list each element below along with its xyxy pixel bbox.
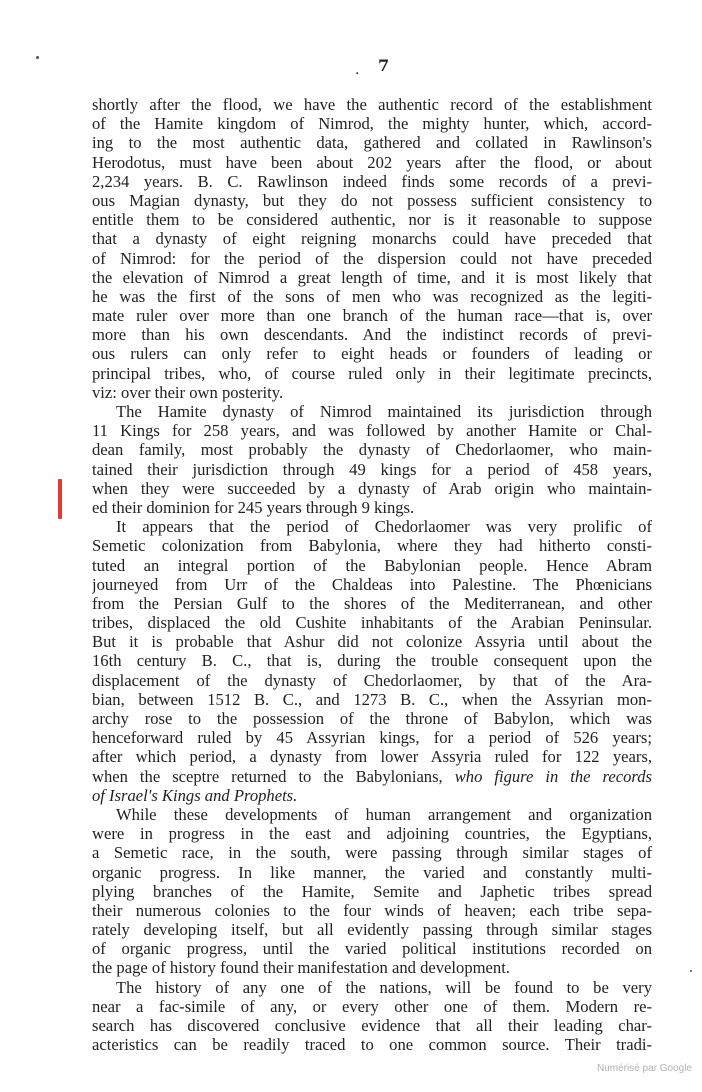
text-line: bian, between 1512 B. C., and 1273 B. C., when the Assyrian mon- bbox=[92, 689, 652, 709]
page-number-dot: . bbox=[355, 62, 360, 78]
text-line: viz: over their own posterity. bbox=[92, 382, 284, 402]
text-line: from the Persian Gulf to the shores of the Mediterranean, and other bbox=[92, 593, 652, 613]
text-line: organic progress. In like manner, the varied and constantly multi- bbox=[92, 862, 652, 882]
text-line: of the Hamite kingdom of Nimrod, the mighty hunter, which, accord- bbox=[92, 114, 652, 134]
text-line: But it is probable that Ashur did not colonize Assyria until about the bbox=[92, 632, 652, 652]
text-line: acteristics can be readily traced to one common source. Their tradi- bbox=[92, 1035, 652, 1055]
text-line: ing to the most authentic data, gathered and collated in Rawlinson's bbox=[92, 133, 652, 153]
page-body-text bbox=[92, 95, 652, 1054]
text-line: displacement of the dynasty of Chedorlaomer, by that of the Ara- bbox=[92, 670, 652, 690]
text-line: ed their dominion for 245 years through 9 kings. bbox=[92, 497, 415, 517]
text-line-with-italic bbox=[92, 767, 652, 786]
scan-speck bbox=[690, 970, 692, 972]
text-line: henceforward ruled by 45 Assyrian kings, for a period of 526 years; bbox=[92, 728, 652, 748]
text-line: tained their jurisdiction through 49 kings for a period of 458 years, bbox=[92, 459, 652, 479]
text-line: Semetic colonization from Babylonia, where they had hitherto consti- bbox=[92, 536, 652, 556]
text-line: near a fac-simile of any, or every other one of them. Modern re- bbox=[92, 996, 652, 1016]
text-line: Herodotus, must have been about 202 years after the flood, or about bbox=[92, 152, 652, 172]
text-line: 11 Kings for 258 years, and was followed by another Hamite or Chal- bbox=[92, 421, 652, 441]
paragraph-start-line: The history of any one of the nations, will be found to be very bbox=[116, 977, 652, 997]
text-line: ous rulers can only refer to eight heads or founders of leading or bbox=[92, 344, 652, 364]
page-number: 7 bbox=[378, 56, 390, 75]
scan-speck bbox=[36, 56, 39, 59]
text-line: plying branches of the Hamite, Semite and Japhetic tribes spread bbox=[92, 881, 652, 901]
text-line: 2,234 years. B. C. Rawlinson indeed finds some records of a previ- bbox=[92, 171, 652, 191]
text-line: their numerous colonies to the four winds of heaven; each tribe sepa- bbox=[92, 900, 652, 920]
text-line: a Semetic race, in the south, were passing through similar stages of bbox=[92, 843, 652, 863]
text-line: after which period, a dynasty from lower Assyria ruled for 122 years, bbox=[92, 747, 652, 767]
text-line: he was the first of the sons of men who was recognized as the legiti- bbox=[92, 286, 652, 306]
text-line: mate ruler over more than one branch of the human race—that is, over bbox=[92, 306, 652, 326]
text-line: when they were succeeded by a dynasty of Arab origin who maintain- bbox=[92, 478, 652, 498]
paragraph-start-line: The Hamite dynasty of Nimrod maintained its jurisdiction through bbox=[116, 402, 652, 421]
text-line: shortly after the flood, we have the authentic record of the establishment bbox=[92, 95, 652, 114]
text-line: entitle them to be considered authentic, nor is it reasonable to suppose bbox=[92, 210, 652, 230]
text-line: were in progress in the east and adjoining countries, the Egyptians, bbox=[92, 824, 652, 844]
text-line: the elevation of Nimrod a great length of time, and it is most likely that bbox=[92, 267, 652, 287]
text-line: rately developing itself, but all evidently passing through similar stages bbox=[92, 920, 652, 940]
text-line: archy rose to the possession of the throne of Babylon, which was bbox=[92, 709, 652, 728]
text-line: of organic progress, until the varied political institutions recorded on bbox=[92, 939, 652, 959]
text-line: more than his own descendants. And the indistinct records of previ- bbox=[92, 325, 652, 345]
text-line: tribes, displaced the old Cushite inhabitants of the Arabian Peninsular. bbox=[92, 613, 652, 633]
text-fragment: when the sceptre returned to the Babylonians, bbox=[92, 766, 443, 786]
text-line: ous Magian dynasty, but they do not possess sufficient consistency to bbox=[92, 190, 652, 210]
text-line: principal tribes, who, of course ruled only in their legitimate precincts, bbox=[92, 363, 652, 383]
text-line: of Israel's Kings and Prophets. bbox=[92, 785, 298, 805]
text-line: that a dynasty of eight reigning monarchs could have preceded that bbox=[92, 229, 652, 249]
text-line: journeyed from Urr of the Chaldeas into Palestine. The Phœnicians bbox=[92, 574, 652, 594]
text-line: the page of history found their manifestation and development. bbox=[92, 958, 510, 978]
text-line: of Nimrod: for the period of the dispersion could not have preceded bbox=[92, 248, 652, 268]
text-line: 16th century B. C., that is, during the trouble consequent upon the bbox=[92, 651, 652, 671]
text-line: search has discovered conclusive evidence that all their leading char- bbox=[92, 1016, 652, 1035]
paragraph-start-line: While these developments of human arrangement and organization bbox=[116, 804, 652, 824]
margin-highlight-mark bbox=[58, 479, 62, 519]
paragraph-start-line: It appears that the period of Chedorlaomer was very prolific of bbox=[116, 517, 652, 537]
scan-watermark: Numérisé par Google bbox=[596, 1063, 692, 1074]
text-line: tuted an integral portion of the Babylonian people. Hence Abram bbox=[92, 555, 652, 575]
italic-fragment: who figure in the records bbox=[454, 766, 652, 786]
text-line: dean family, most probably the dynasty of Chedorlaomer, who main- bbox=[92, 440, 652, 460]
